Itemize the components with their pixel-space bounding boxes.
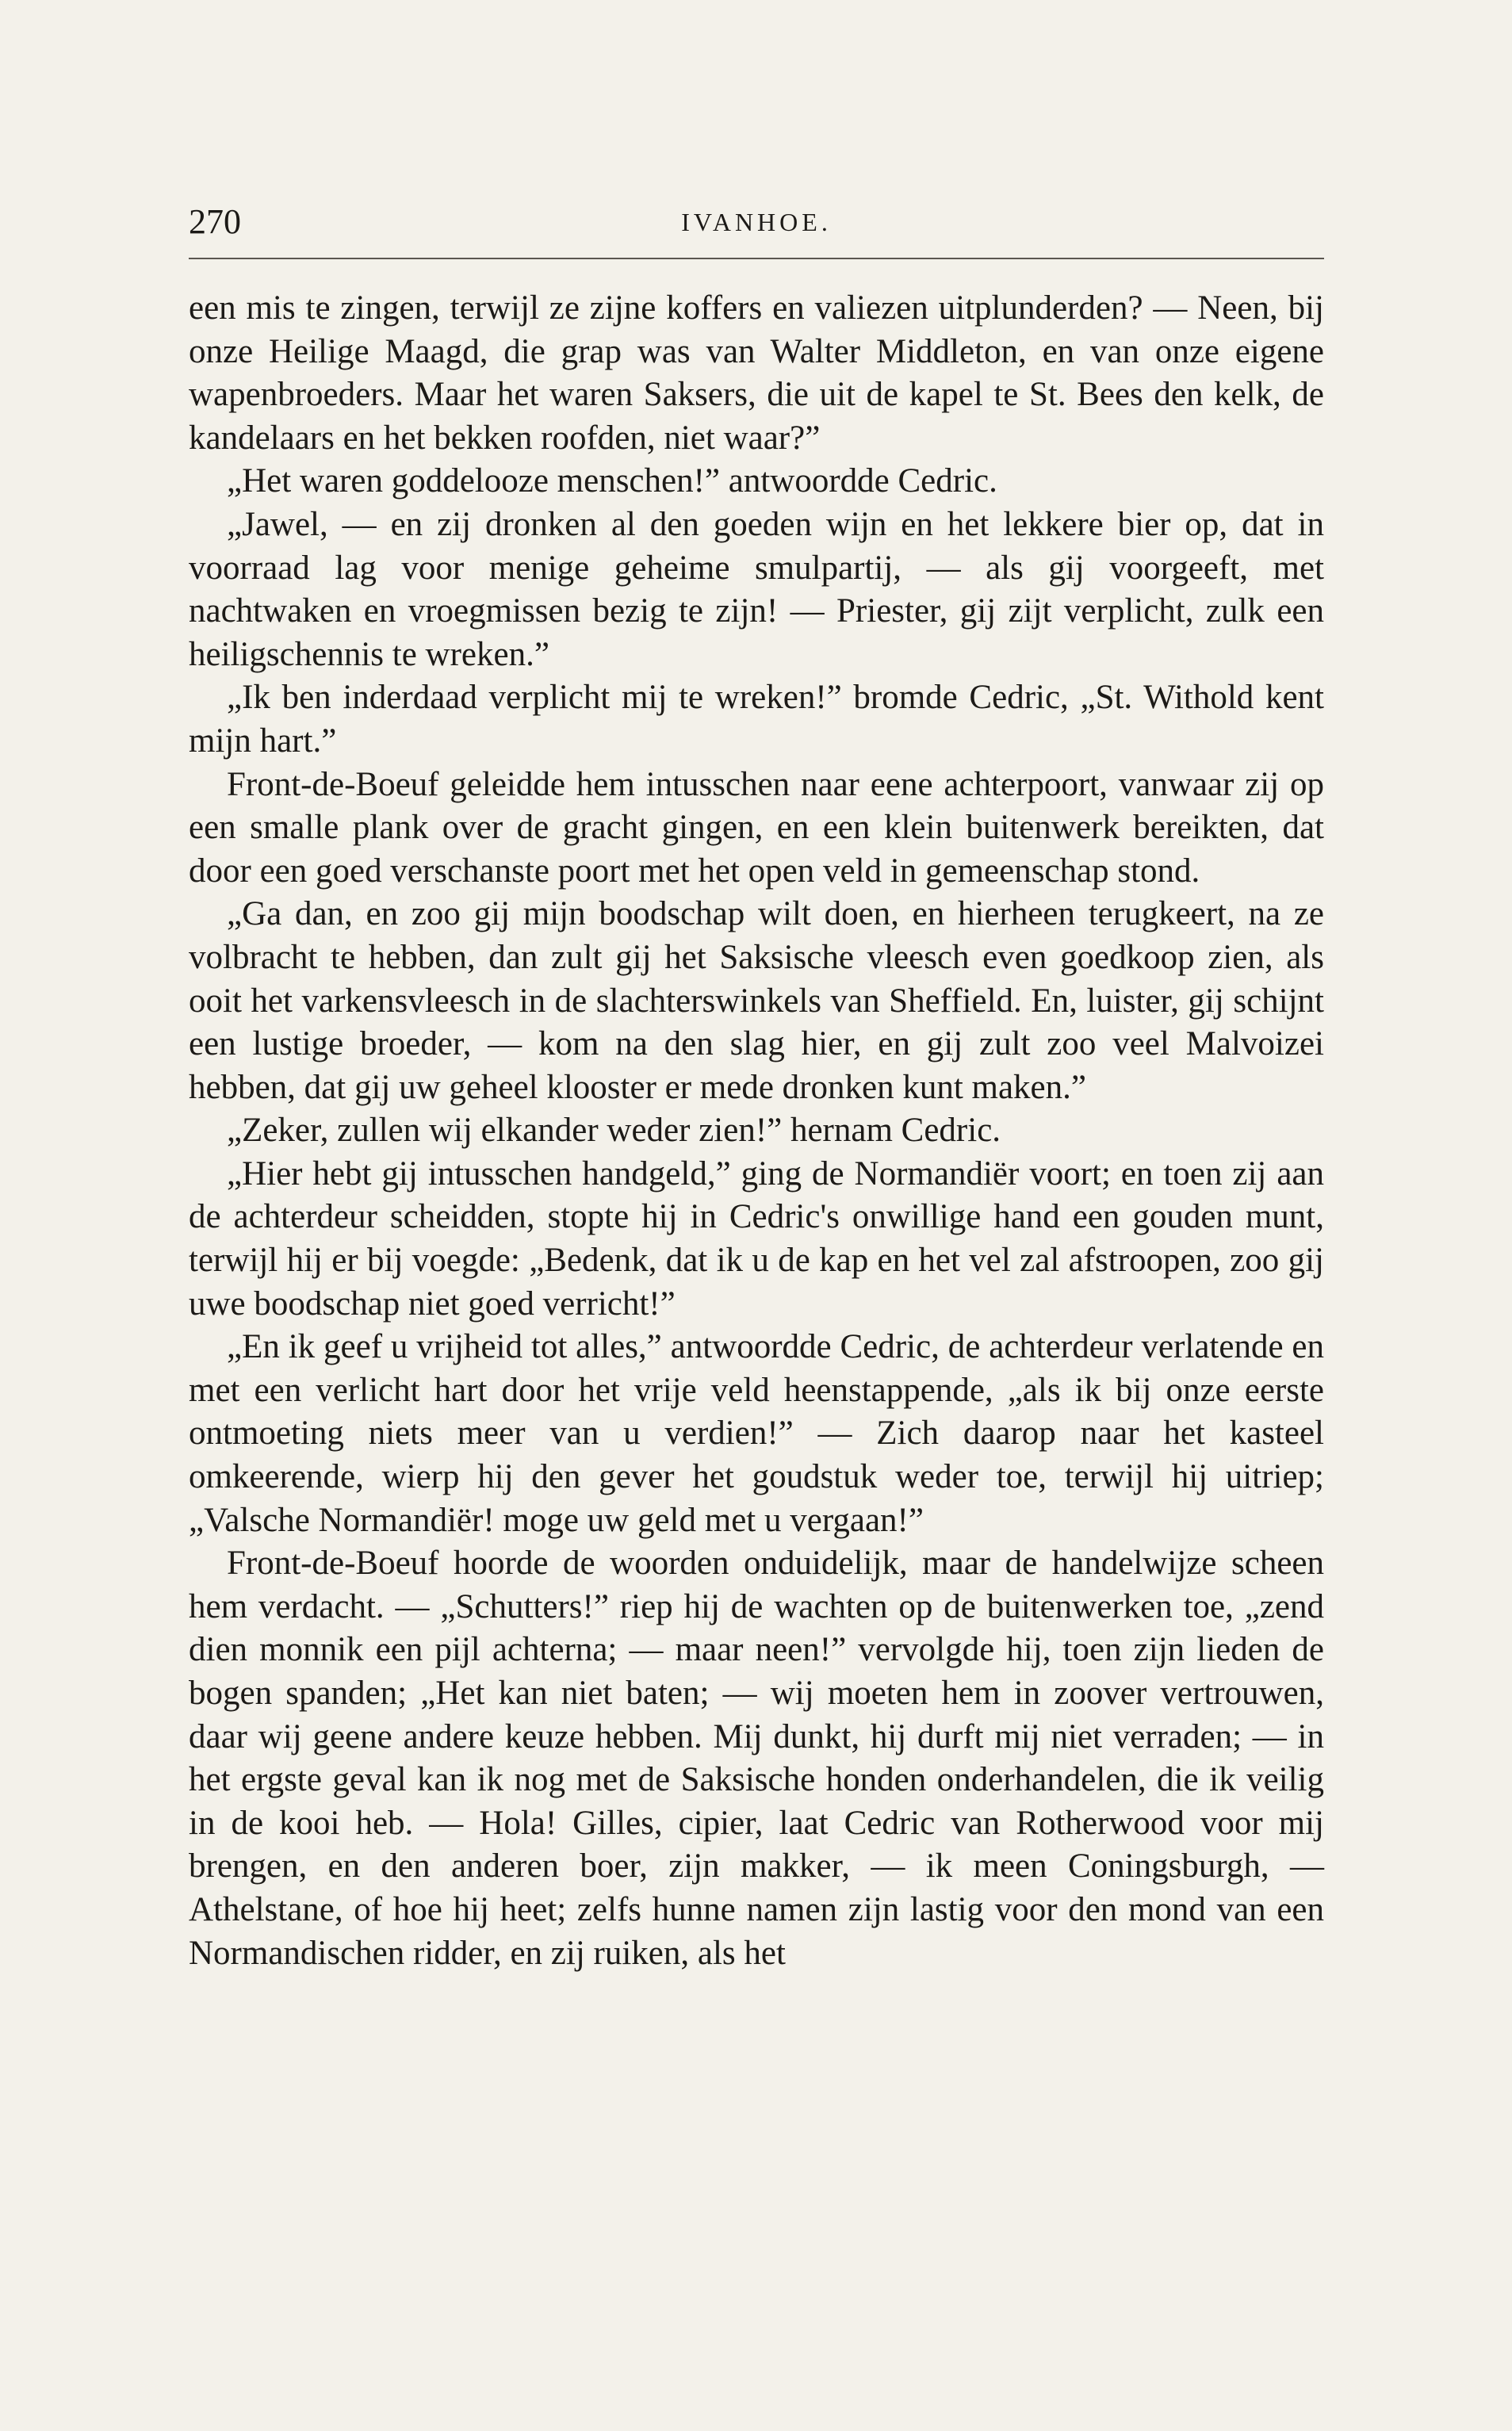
paragraph-8: „Hier hebt gij intusschen handgeld,” ging de Normandiër voort; en toen zij aan de achterdeur scheidden, stopte hij in Cedric's onwillige hand een gouden munt, terwijl hij er bij voegde: „Bedenk, dat ik u de kap en het vel zal afstroopen, zoo gij uwe boodschap niet goed verricht!” xyxy=(189,1154,1324,1323)
paragraph-6: „Ga dan, en zoo gij mijn boodschap wilt doen, en hierheen terugkeert, na ze volbracht te hebben, dan zult gij het Saksische vleesch even goedkoop zien, als ooit het varkensvleesch in de slachterswinkels van Sheffield. En, luister, gij schijnt een lustige broeder, — kom na den slag hier, en gij zult zoo veel Malvoizei hebben, dat gij uw geheel klooster er mede dronken kunt maken.” xyxy=(189,895,1324,1106)
paragraph-3: „Jawel, — en zij dronken al den goeden wijn en het lekkere bier op, dat in voorraad lag voor menige geheime smulpartij, — als gij voorgeeft, met nachtwaken en vroegmissen bezig te zijn! — Priester, gij zijt verplicht, zulk een heiligschennis te wreken.” xyxy=(189,505,1324,673)
paragraph-1: een mis te zingen, terwijl ze zijne koffers en valiezen uitplunderden? — Neen, bij onze Heilige Maagd, die grap was van Walter Middleton, en van onze eigene wapenbroeders. Maar het waren Saksers, die uit de kapel te St. Bees den kelk, de kandelaars en het bekken roofden, niet waar?” xyxy=(189,289,1324,457)
paragraph-2: „Het waren goddelooze menschen!” antwoordde Cedric. xyxy=(227,462,997,500)
paragraph-9: „En ik geef u vrijheid tot alles,” antwoordde Cedric, de achterdeur verlatende en met een verlicht hart door het vrije veld heenstappende, „als ik bij onze eerste ontmoeting niets meer van u verdien!” — Zich daarop naar het kasteel omkeerende, wierp hij den gever het goudstuk weder toe, terwijl hij uitriep; „Valsche Normandiër! moge uw geld met u vergaan!” xyxy=(189,1328,1324,1539)
body-text xyxy=(189,287,1324,1975)
header-rule xyxy=(189,258,1324,259)
paragraph-10: Front-de-Boeuf hoorde de woorden onduidelijk, maar de handelwijze scheen hem verdacht. — „Schutters!” riep hij de wachten op de buitenwerken toe, „zend dien monnik een pijl achterna; — maar neen!” vervolgde hij, toen zijn lieden de bogen spanden; „Het kan niet baten; — wij moeten hem in zoover vertrouwen, daar wij geene andere keuze hebben. Mij dunkt, hij durft mij niet verraden; — in het ergste geval kan ik nog met de Saksische honden onderhandelen, die ik veilig in de kooi heb. — Hola! Gilles, cipier, laat Cedric van Rotherwood voor mij brengen, en den anderen boer, zijn makker, — ik meen Coningsburgh, — Athelstane, of hoe hij heet; zelfs hunne namen zijn lastig voor den mond van een Normandischen ridder, en zij ruiken, als het xyxy=(189,1545,1324,1972)
paragraph-7: „Zeker, zullen wij elkander weder zien!” hernam Cedric. xyxy=(227,1112,1001,1150)
page-header xyxy=(189,198,1324,246)
paragraph-5: Front-de-Boeuf geleidde hem intusschen naar eene achterpoort, vanwaar zij op een smalle plank over de gracht gingen, en een klein buitenwerk bereikten, dat door een goed verschanste poort met het open veld in gemeenschap stond. xyxy=(189,765,1324,890)
paragraph-4: „Ik ben inderdaad verplicht mij te wreken!” bromde Cedric, „St. Withold kent mijn hart.” xyxy=(189,679,1324,760)
page-number: 270 xyxy=(189,202,241,241)
running-title: IVANHOE. xyxy=(681,208,832,236)
